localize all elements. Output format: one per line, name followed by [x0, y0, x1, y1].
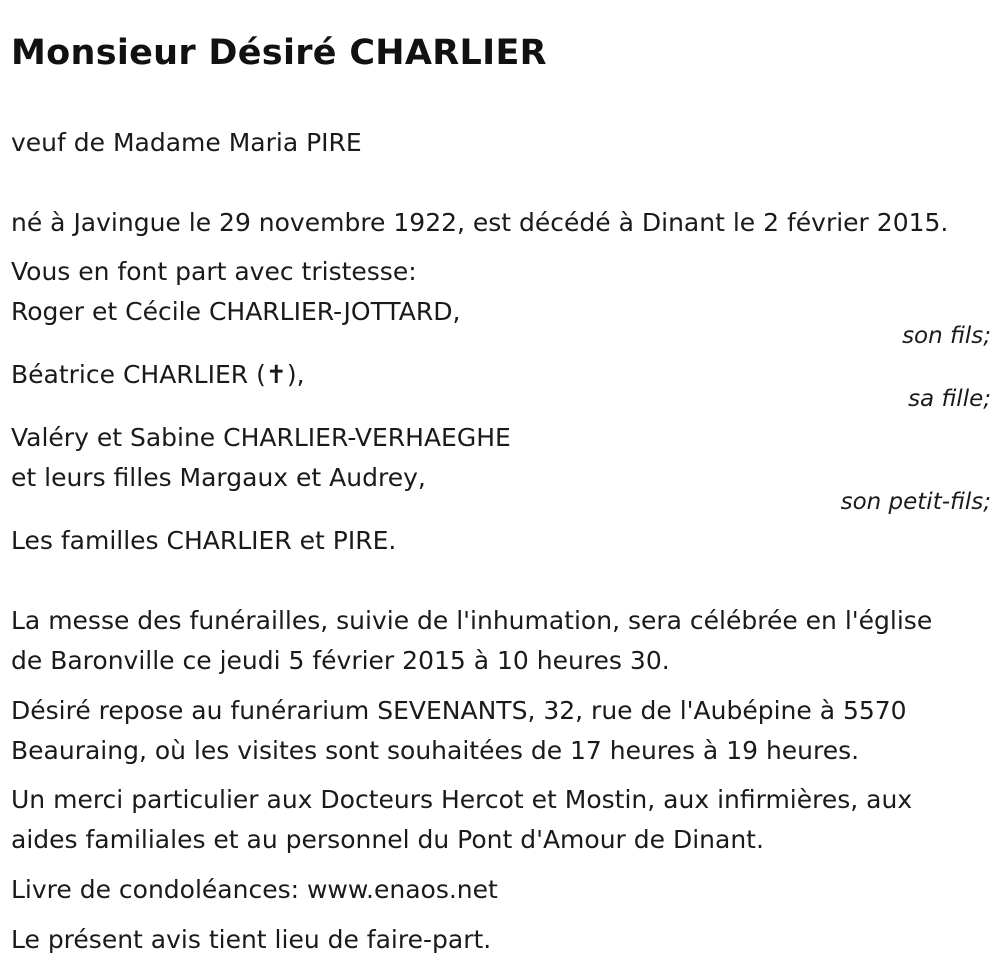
announce-line: Vous en font part avec tristesse:: [11, 257, 417, 286]
rest-line-1: Désiré repose au funérarium SEVENANTS, 32, rue de l'Aubépine à 5570: [11, 696, 907, 725]
son-line: Roger et Cécile CHARLIER-JOTTARD,: [11, 297, 461, 326]
birth-death-line: né à Javingue le 29 novembre 1922, est décédé à Dinant le 2 février 2015.: [11, 208, 949, 237]
cross-icon: ✝: [265, 360, 287, 389]
thanks-line-2: aides familiales et au personnel du Pont d'Amour de Dinant.: [11, 825, 764, 854]
thanks-line-1: Un merci particulier aux Docteurs Hercot et Mostin, aux infirmières, aux: [11, 785, 913, 814]
grandson-relation: son petit-fils;: [840, 489, 991, 515]
daughter-line: [11, 355, 305, 395]
spouse-line: veuf de Madame Maria PIRE: [11, 128, 362, 157]
page-title: Monsieur Désiré CHARLIER: [11, 33, 547, 73]
daughter-name: Béatrice CHARLIER (: [11, 360, 266, 389]
son-relation: son fils;: [902, 323, 991, 349]
daughter-relation: sa fille;: [908, 386, 991, 412]
grandson-line-1: Valéry et Sabine CHARLIER-VERHAEGHE: [11, 423, 511, 452]
mass-line-2: de Baronville ce jeudi 5 février 2015 à 10 heures 30.: [11, 646, 670, 675]
rest-line-2: Beauraing, où les visites sont souhaitées de 17 heures à 19 heures.: [11, 736, 860, 765]
notice-line: Le présent avis tient lieu de faire-part.: [11, 925, 492, 954]
daughter-suffix: ),: [286, 360, 305, 389]
grandson-line-2: et leurs filles Margaux et Audrey,: [11, 463, 426, 492]
families-line: Les familles CHARLIER et PIRE.: [11, 526, 397, 555]
condolences-line: Livre de condoléances: www.enaos.net: [11, 875, 498, 904]
mass-line-1: La messe des funérailles, suivie de l'inhumation, sera célébrée en l'église: [11, 606, 933, 635]
